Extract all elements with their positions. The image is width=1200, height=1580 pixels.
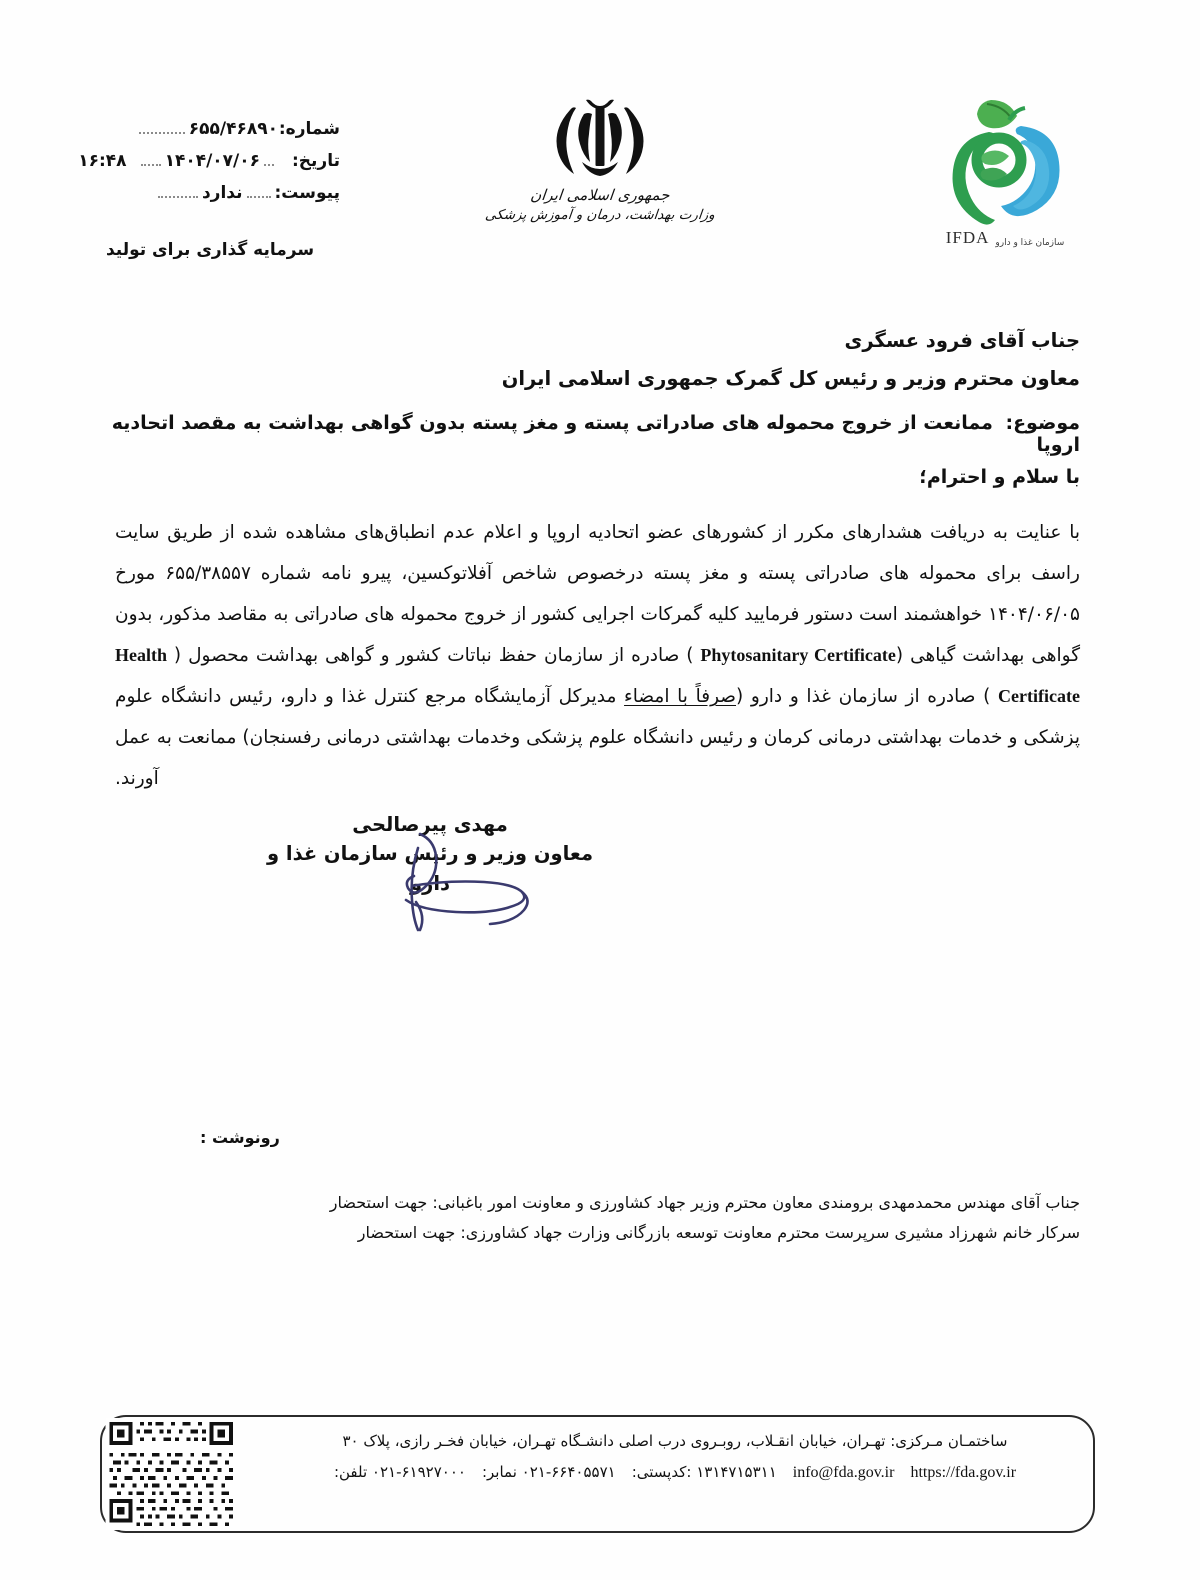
body-part-2: ) صادره از سازمان حفظ نباتات کشور و گواهی بهداشت محصول ( — [167, 645, 701, 667]
date-label: تاریخ: — [292, 151, 340, 171]
phone-label: تلفن: — [333, 1463, 368, 1481]
subject-label: موضوع: — [1005, 412, 1080, 434]
ifda-logo-caption — [925, 228, 1085, 248]
footer-contact — [260, 1432, 1090, 1482]
footer-contact-line — [260, 1463, 1090, 1482]
fax-group — [482, 1463, 616, 1481]
cc-label: رونوشت : — [200, 1128, 280, 1147]
postal-code-group: ۱۳۱۴۷۱۵۳۱۱ :کدپستی: — [631, 1463, 777, 1481]
ifda-persian-name: سازمان غذا و دارو — [995, 238, 1065, 248]
qr-code-icon — [104, 1418, 242, 1530]
letter-body — [115, 512, 1080, 799]
addressee-title: معاون محترم وزیر و رئیس کل گمرک جمهوری اسلامی ایران — [501, 367, 1080, 391]
phone-value: ۰۲۱-۶۱۹۲۷۰۰۰ — [371, 1463, 466, 1481]
attachment-label: پیوست: — [274, 183, 340, 203]
signature-block — [250, 810, 610, 898]
body-english-term-2: Health Certificate — [115, 645, 1080, 707]
year-slogan: سرمایه گذاری برای تولید — [105, 240, 315, 260]
time-value: ۱۶:۴۸ — [78, 151, 127, 171]
ifda-english-name: IFDA — [945, 228, 990, 247]
body-underlined-phrase: صرفاً با امضاء — [624, 686, 737, 708]
website-link[interactable]: https://fda.gov.ir — [910, 1464, 1017, 1481]
signatory-title: معاون وزیر و رئیس سازمان غذا و دارو — [266, 842, 594, 895]
cc-list — [200, 1188, 1080, 1247]
emblem-ministry-line: وزارت بهداشت، درمان و آموزش پزشکی — [484, 207, 716, 223]
footer-address: ساختمـان مـرکزی: تهـران، خیابان انقـلاب، روبـروی درب اصلی دانشـگاه تهـران، خیابان فخـر رازی، پلاک ۳۰ — [342, 1432, 1008, 1450]
body-part-3: ) صادره از سازمان غذا و دارو ( — [736, 686, 999, 708]
body-paragraph — [115, 512, 1080, 799]
fax-value: ۰۲۱-۶۶۴۰۵۵۷۱ — [521, 1463, 616, 1481]
attachment-value: ندارد — [201, 183, 243, 203]
number-value: ۶۵۵/۴۶۸۹۰ — [188, 119, 278, 139]
body-part-1: با عنایت به دریافت هشدارهای مکرر از کشورهای عضو اتحادیه اروپا و اعلام عدم انطباق‌های مشاهده شده از طریق سایت راسف برای محموله های صادراتی پسته و مغز پسته درخصوص شاخص آفلاتوکسین، پیرو نامه شماره ۶۵۵/۳۸۵۵۷ مورخ ۱۴۰۴/۰۶/۰۵ خواهشمند است دستور فرمایید کلیه گمرکات اجرایی کشور از خروج محموله های صادراتی به مقاصد مذکور، بدون گواهی بهداشت گیاهی ( — [115, 522, 1080, 667]
postal-code-label: کدپستی: — [631, 1463, 687, 1481]
salutation: با سلام و احترام؛ — [919, 466, 1080, 488]
addressee-name: جناب آقای فرود عسگری — [844, 329, 1080, 352]
letter-header — [0, 0, 1200, 290]
ifda-apple-leaf-logo-icon — [925, 92, 1085, 242]
postal-code-value: ۱۳۱۴۷۱۵۳۱۱ — [696, 1463, 777, 1481]
iran-national-emblem-icon — [540, 88, 660, 184]
ifda-logo — [925, 92, 1085, 252]
addressee-block — [0, 322, 1200, 398]
date-value: ۱۴۰۴/۰۷/۰۶ — [164, 151, 260, 171]
body-part-4: مدیرکل آزمایشگاه مرجع کنترل غذا و دارو، رئیس دانشگاه علوم پزشکی و خدمات بهداشتی درمانی کرمان و رئیس دانشگاه علوم پزشکی وخدمات بهداشتی درمانی رفسنجان) ممانعت به عمل آورند. — [115, 686, 1080, 790]
cc-item: جناب آقای مهندس محمدمهدی برومندی معاون محترم وزیر جهاد کشاورزی و معاونت امور باغبانی: جهت استحضار — [329, 1193, 1080, 1212]
subject-line — [0, 412, 1200, 456]
phone-group — [334, 1463, 466, 1481]
fax-label: نمابر: — [481, 1463, 517, 1481]
email-link[interactable]: info@fda.gov.ir — [792, 1464, 895, 1481]
subject-text: ممانعت از خروج محموله های صادراتی پسته و مغز پسته بدون گواهی بهداشت به مقصد اتحادیه اروپا — [111, 412, 1080, 456]
number-label: شماره: — [278, 119, 340, 139]
signatory-name: مهدی پیرصالحی — [352, 813, 508, 836]
body-english-term-1: Phytosanitary Certificate — [700, 645, 896, 666]
emblem-country-line: جمهوری اسلامی ایران — [529, 186, 671, 204]
cc-item: سرکار خانم شهرزاد مشیری سرپرست محترم معاونت توسعه بازرگانی وزارت جهاد کشاورزی: جهت استحضار — [357, 1222, 1080, 1242]
